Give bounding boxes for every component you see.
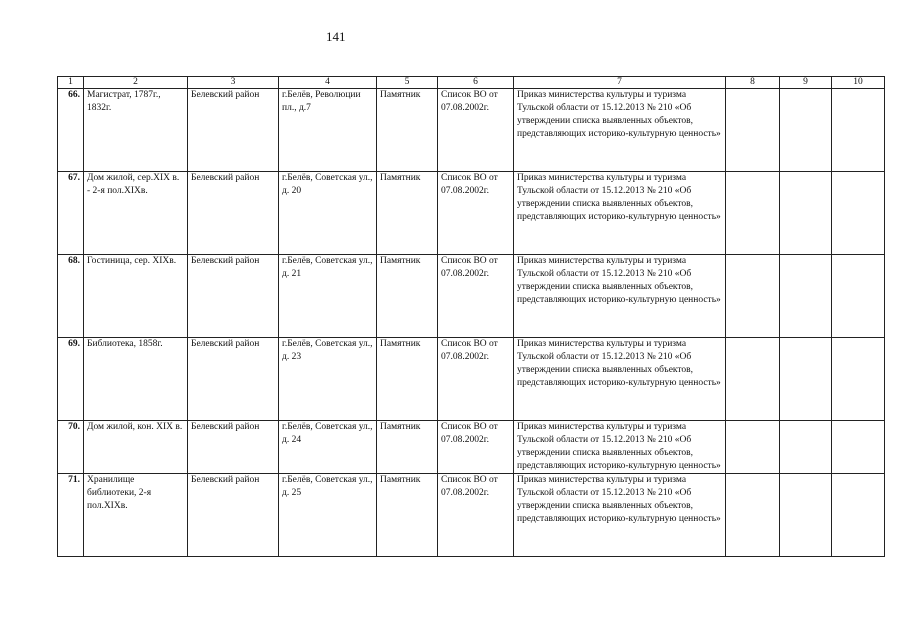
column-header: 5	[377, 77, 438, 89]
column-header: 2	[84, 77, 188, 89]
column-10-cell	[832, 338, 885, 421]
address: г.Белёв, Советская ул., д. 21	[279, 255, 377, 338]
row-number: 68.	[58, 255, 84, 338]
row-number: 67.	[58, 172, 84, 255]
column-9-cell	[780, 89, 832, 172]
column-9-cell	[780, 474, 832, 557]
district: Белевский район	[188, 421, 279, 474]
column-9-cell	[780, 421, 832, 474]
column-10-cell	[832, 89, 885, 172]
heritage-objects-table	[57, 76, 885, 557]
column-10-cell	[832, 474, 885, 557]
order-reference: Приказ министерства культуры и туризма Тульской области от 15.12.2013 № 210 «Об утверждении списка выявленных объектов, представляющих историко-культурную ценность»	[514, 89, 726, 172]
row-number: 71.	[58, 474, 84, 557]
address: г.Белёв, Советская ул., д. 23	[279, 338, 377, 421]
order-reference: Приказ министерства культуры и туризма Тульской области от 15.12.2013 № 210 «Об утверждении списка выявленных объектов, представляющих историко-культурную ценность»	[514, 172, 726, 255]
object-name: Гостиница, сер. XIXв.	[84, 255, 188, 338]
table-row	[58, 89, 885, 172]
order-reference: Приказ министерства культуры и туризма Тульской области от 15.12.2013 № 210 «Об утверждении списка выявленных объектов, представляющих историко-культурную ценность»	[514, 421, 726, 474]
address: г.Белёв, Советская ул., д. 24	[279, 421, 377, 474]
district: Белевский район	[188, 255, 279, 338]
order-reference: Приказ министерства культуры и туризма Тульской области от 15.12.2013 № 210 «Об утверждении списка выявленных объектов, представляющих историко-культурную ценность»	[514, 255, 726, 338]
district: Белевский район	[188, 172, 279, 255]
object-name: Хранилище библиотеки, 2-я пол.XIXв.	[84, 474, 188, 557]
object-type: Памятник	[377, 255, 438, 338]
column-8-cell	[726, 89, 780, 172]
table-row	[58, 172, 885, 255]
source-list: Список ВО от 07.08.2002г.	[438, 255, 514, 338]
object-type: Памятник	[377, 89, 438, 172]
row-number: 70.	[58, 421, 84, 474]
order-reference: Приказ министерства культуры и туризма Тульской области от 15.12.2013 № 210 «Об утверждении списка выявленных объектов, представляющих историко-культурную ценность»	[514, 474, 726, 557]
table-row	[58, 474, 885, 557]
column-header: 8	[726, 77, 780, 89]
column-header: 10	[832, 77, 885, 89]
object-name: Магистрат, 1787г., 1832г.	[84, 89, 188, 172]
object-type: Памятник	[377, 474, 438, 557]
column-8-cell	[726, 338, 780, 421]
row-number: 66.	[58, 89, 84, 172]
column-header: 6	[438, 77, 514, 89]
column-9-cell	[780, 255, 832, 338]
object-type: Памятник	[377, 421, 438, 474]
column-9-cell	[780, 338, 832, 421]
column-8-cell	[726, 474, 780, 557]
district: Белевский район	[188, 89, 279, 172]
column-8-cell	[726, 172, 780, 255]
address: г.Белёв, Советская ул., д. 20	[279, 172, 377, 255]
column-8-cell	[726, 421, 780, 474]
column-10-cell	[832, 172, 885, 255]
column-10-cell	[832, 255, 885, 338]
column-header: 7	[514, 77, 726, 89]
table-row	[58, 421, 885, 474]
source-list: Список ВО от 07.08.2002г.	[438, 421, 514, 474]
object-type: Памятник	[377, 338, 438, 421]
order-reference: Приказ министерства культуры и туризма Тульской области от 15.12.2013 № 210 «Об утверждении списка выявленных объектов, представляющих историко-культурную ценность»	[514, 338, 726, 421]
column-number-row	[58, 77, 885, 89]
source-list: Список ВО от 07.08.2002г.	[438, 474, 514, 557]
column-header: 4	[279, 77, 377, 89]
object-type: Памятник	[377, 172, 438, 255]
column-header: 3	[188, 77, 279, 89]
district: Белевский район	[188, 338, 279, 421]
column-8-cell	[726, 255, 780, 338]
object-name: Дом жилой, кон. XIX в.	[84, 421, 188, 474]
column-header: 1	[58, 77, 84, 89]
table-row	[58, 255, 885, 338]
address: г.Белёв, Революции пл., д.7	[279, 89, 377, 172]
object-name: Библиотека, 1858г.	[84, 338, 188, 421]
address: г.Белёв, Советская ул., д. 25	[279, 474, 377, 557]
object-name: Дом жилой, сер.XIX в. - 2-я пол.XIXв.	[84, 172, 188, 255]
source-list: Список ВО от 07.08.2002г.	[438, 338, 514, 421]
district: Белевский район	[188, 474, 279, 557]
page-number: 141	[326, 29, 346, 44]
column-header: 9	[780, 77, 832, 89]
source-list: Список ВО от 07.08.2002г.	[438, 89, 514, 172]
row-number: 69.	[58, 338, 84, 421]
column-10-cell	[832, 421, 885, 474]
column-9-cell	[780, 172, 832, 255]
table-row	[58, 338, 885, 421]
source-list: Список ВО от 07.08.2002г.	[438, 172, 514, 255]
